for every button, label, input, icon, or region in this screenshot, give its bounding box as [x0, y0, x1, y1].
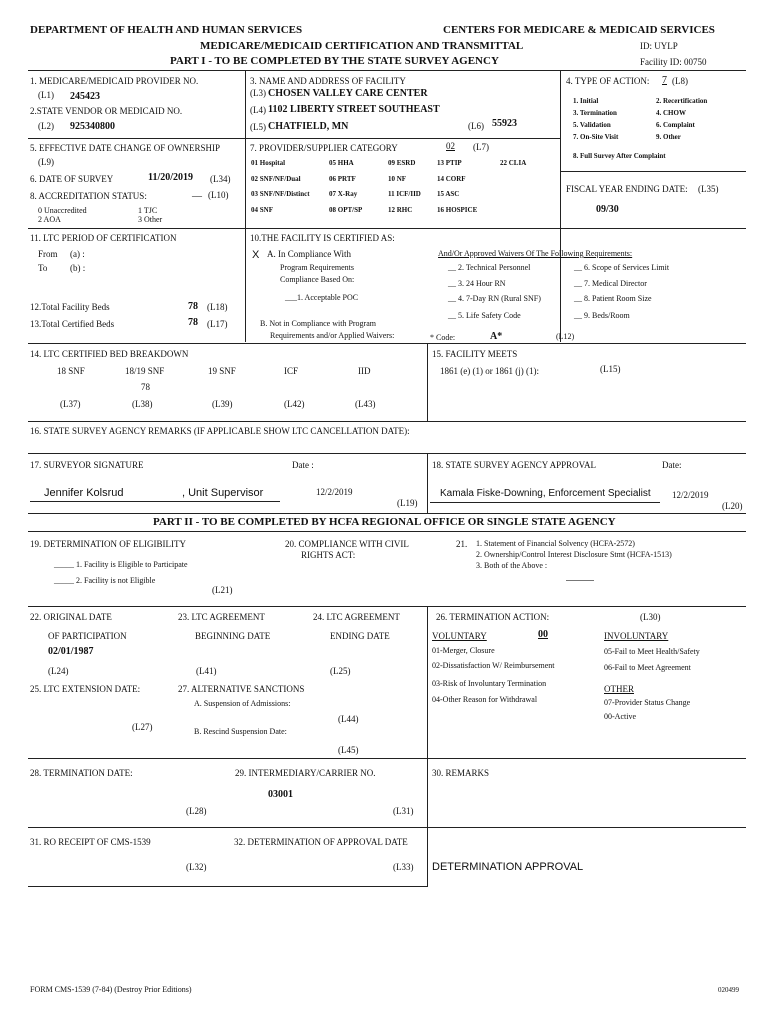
total-certified-beds-value: 78 [188, 317, 198, 328]
item21-option: 1. Statement of Financial Solvency (HCFA-2572) [476, 539, 635, 548]
approval-date-label: 32. DETERMINATION OF APPROVAL DATE [234, 837, 408, 847]
ltc-period-to: To [38, 263, 48, 273]
ltc-period-label: 11. LTC PERIOD OF CERTIFICATION [30, 233, 177, 243]
total-certified-beds-code: (L17) [207, 319, 228, 329]
voluntary-reason: 01-Merger, Closure [432, 646, 495, 655]
category-item: 08 OPT/SP [329, 206, 363, 214]
waiver-item: __ 5. Life Safety Code [448, 311, 521, 320]
form-id: ID: UYLP [640, 41, 678, 51]
involuntary-reason: 05-Fail to Meet Health/Safety [604, 647, 700, 656]
type-of-action-label: 4. TYPE OF ACTION: [566, 76, 650, 86]
item21-option: 2. Ownership/Control Interest Disclosure Stmt (HCFA-1513) [476, 550, 672, 559]
sanction-l44: (L44) [338, 714, 359, 724]
provider-category-value: 02 [446, 141, 455, 151]
ltc-end-code: (L25) [330, 666, 351, 676]
agency-approval-date: 12/2/2019 [672, 490, 709, 500]
action-option: 6. Complaint [656, 121, 695, 129]
other-reason: 07-Provider Status Change [604, 698, 691, 707]
voluntary-value: 00 [538, 629, 548, 640]
action-option: 5. Validation [573, 121, 611, 129]
l4-code: (L4) [250, 105, 266, 115]
agency-heading: CENTERS FOR MEDICARE & MEDICAID SERVICES [443, 24, 715, 36]
involuntary-heading: INVOLUNTARY [604, 631, 669, 641]
ownership-change-label: 5. EFFECTIVE DATE CHANGE OF OWNERSHIP [30, 143, 221, 153]
provider-category-label: 7. PROVIDER/SUPPLIER CATEGORY [250, 143, 398, 153]
total-certified-beds-label: 13.Total Certified Beds [30, 319, 115, 329]
facility-zip: 55923 [492, 118, 517, 129]
facility-meets-text: 1861 (e) (1) or 1861 (j) (1): [440, 366, 539, 376]
bed-col-header: 18 SNF [57, 366, 85, 376]
waiver-item: __ 7. Medical Director [574, 279, 647, 288]
category-item: 01 Hospital [251, 159, 286, 167]
provider-no-code: (L1) [38, 90, 54, 100]
determination-approval: DETERMINATION APPROVAL [432, 861, 584, 873]
termination-action-label: 26. TERMINATION ACTION: [436, 612, 550, 622]
bed-col-header: ICF [284, 366, 299, 376]
other-heading: OTHER [604, 684, 634, 694]
provider-no-value: 245423 [70, 91, 100, 102]
waiver-item: __ 9. Beds/Room [574, 311, 630, 320]
accreditation-blank: __ [192, 187, 202, 198]
ro-receipt-label: 31. RO RECEIPT OF CMS-1539 [30, 837, 151, 847]
category-item: 14 CORF [437, 175, 466, 183]
fiscal-year-label: FISCAL YEAR ENDING DATE: [566, 184, 688, 194]
agency-approval-label: 18. STATE SURVEY AGENCY APPROVAL [432, 460, 596, 470]
survey-date-label: 6. DATE OF SURVEY [30, 174, 114, 184]
bed-col-code: (L37) [60, 399, 81, 409]
bed-col-code: (L38) [132, 399, 153, 409]
surveyor-title: , Unit Supervisor [182, 487, 264, 499]
part1-heading: PART I - TO BE COMPLETED BY THE STATE SURVEY AGENCY [170, 55, 499, 67]
bed-col-code: (L43) [355, 399, 376, 409]
agency-approval-date-label: Date: [662, 460, 682, 470]
category-item: 11 ICF/IID [388, 190, 421, 198]
action-option: 8. Full Survey After Complaint [573, 152, 666, 160]
ownership-change-code: (L9) [38, 157, 54, 167]
fiscal-year-value: 09/30 [596, 204, 619, 215]
facility-name-label: 3. NAME AND ADDRESS OF FACILITY [250, 76, 406, 86]
original-date-value: 02/01/1987 [48, 646, 94, 657]
item21-option: 3. Both of the Above : [476, 561, 548, 570]
survey-date-code: (L34) [210, 174, 231, 184]
eligibility-option: _____ 2. Facility is not Eligible [54, 576, 156, 585]
category-item: 13 PTIP [437, 159, 462, 167]
original-date-label: 22. ORIGINAL DATE [30, 612, 112, 622]
part2-heading: PART II - TO BE COMPLETED BY HCFA REGIONAL OFFICE OR SINGLE STATE AGENCY [153, 516, 616, 528]
not-in-compliance: B. Not in Compliance with Program [260, 319, 376, 328]
acceptable-poc: ___1. Acceptable POC [285, 293, 359, 302]
category-item: 09 ESRD [388, 159, 416, 167]
ltc-end-label: 24. LTC AGREEMENT [313, 612, 400, 622]
agency-approval-code: (L20) [722, 501, 743, 511]
code-value: A* [490, 331, 503, 342]
type-of-action-value: 7 [662, 75, 667, 86]
category-item: 03 SNF/NF/Distinct [251, 190, 310, 198]
bed-breakdown-label: 14. LTC CERTIFIED BED BREAKDOWN [30, 349, 189, 359]
category-item: 07 X-Ray [329, 190, 358, 198]
ltc-period-a: (a) : [70, 249, 85, 259]
voluntary-reason: 02-Dissatisfaction W/ Reimbursement [432, 661, 555, 670]
voluntary-reason: 03-Risk of Involuntary Termination [432, 679, 547, 688]
total-facility-beds-value: 78 [188, 301, 198, 312]
state-vendor-code: (L2) [38, 121, 54, 131]
facility-id: Facility ID: 00750 [640, 57, 707, 67]
compliance-req2: Compliance Based On: [280, 275, 355, 284]
facility-meets-label: 15. FACILITY MEETS [432, 349, 518, 359]
ltc-extension-code: (L27) [132, 722, 153, 732]
accreditation-option: 1 TJC [138, 206, 158, 215]
item21-label: 21. [456, 539, 468, 549]
termination-date-code: (L28) [186, 806, 207, 816]
category-item: 22 CLIA [500, 159, 527, 167]
approval-date-code: (L33) [393, 862, 414, 872]
ltc-end-sub: ENDING DATE [330, 631, 390, 641]
surveyor-code: (L19) [397, 498, 418, 508]
facility-name: CHOSEN VALLEY CARE CENTER [268, 88, 428, 99]
accreditation-option: 0 Unaccredited [38, 206, 87, 215]
voluntary-reason: 04-Other Reason for Withdrawal [432, 695, 538, 704]
involuntary-reason: 06-Fail to Meet Agreement [604, 663, 691, 672]
provider-no-label: 1. MEDICARE/MEDICAID PROVIDER NO. [30, 76, 199, 86]
survey-date-value: 11/20/2019 [148, 172, 194, 183]
accreditation-code: (L10) [208, 190, 229, 200]
bed-col-header: 19 SNF [208, 366, 236, 376]
action-option: 7. On-Site Visit [573, 133, 619, 141]
voluntary-heading: VOLUNTARY [432, 631, 487, 641]
eligibility-code: (L21) [212, 585, 233, 595]
fiscal-year-code: (L35) [698, 184, 719, 194]
intermediary-label: 29. INTERMEDIARY/CARRIER NO. [235, 768, 376, 778]
action-option: 3. Termination [573, 109, 617, 117]
surveyor-date: 12/2/2019 [316, 487, 353, 497]
l6-code: (L6) [468, 121, 484, 131]
waiver-item: __ 8. Patient Room Size [574, 294, 652, 303]
category-item: 06 PRTF [329, 175, 356, 183]
category-item: 10 NF [388, 175, 407, 183]
bed-1819-value: 78 [141, 382, 150, 392]
compliance-a: A. In Compliance With [267, 249, 351, 259]
termination-date-label: 28. TERMINATION DATE: [30, 768, 133, 778]
intermediary-code: (L31) [393, 806, 414, 816]
state-vendor-label: 2.STATE VENDOR OR MEDICAID NO. [30, 106, 183, 116]
waiver-item: __ 3. 24 Hour RN [448, 279, 506, 288]
remarks-label: 30. REMARKS [432, 768, 490, 778]
l5-code: (L5) [250, 122, 266, 132]
total-facility-beds-label: 12.Total Facility Beds [30, 302, 110, 312]
category-item: 05 HHA [329, 159, 354, 167]
waiver-item: __ 2. Technical Personnel [448, 263, 531, 272]
form-number: FORM CMS-1539 (7-84) (Destroy Prior Editions) [30, 985, 192, 994]
category-item: 12 RHC [388, 206, 413, 214]
original-date-code: (L24) [48, 666, 69, 676]
form-code: 020499 [718, 986, 739, 994]
civil-rights-label-2: RIGHTS ACT: [301, 550, 356, 560]
action-option: 1. Initial [573, 97, 599, 105]
type-of-action-code: (L8) [672, 76, 688, 86]
accreditation-option: 2 AOA [38, 215, 61, 224]
category-item: 02 SNF/NF/Dual [251, 175, 301, 183]
ltc-begin-label: 23. LTC AGREEMENT [178, 612, 265, 622]
facility-city: CHATFIELD, MN [268, 121, 349, 132]
waiver-item: __ 4. 7-Day RN (Rural SNF) [448, 294, 541, 303]
compliance-check-mark: X [252, 249, 260, 261]
ltc-begin-sub: BEGINNING DATE [195, 631, 271, 641]
eligibility-option: _____ 1. Facility is Eligible to Participate [54, 560, 188, 569]
sanction-l45: (L45) [338, 745, 359, 755]
surveyor-name: Jennifer Kolsrud [44, 487, 124, 499]
sanctions-label: 27. ALTERNATIVE SANCTIONS [178, 684, 305, 694]
state-vendor-value: 925340800 [70, 121, 115, 132]
not-in-compliance-2: Requirements and/or Applied Waivers: [270, 331, 395, 340]
other-reason: 00-Active [604, 712, 636, 721]
waiver-item: __ 6. Scope of Services Limit [574, 263, 670, 272]
facility-street: 1102 LIBERTY STREET SOUTHEAST [268, 104, 440, 115]
department-heading: DEPARTMENT OF HEALTH AND HUMAN SERVICES [30, 24, 303, 36]
ltc-extension-label: 25. LTC EXTENSION DATE: [30, 684, 141, 694]
facility-meets-code: (L15) [600, 364, 621, 374]
eligibility-label: 19. DETERMINATION OF ELIGIBILITY [30, 539, 186, 549]
action-option: 9. Other [656, 133, 681, 141]
bed-col-header: 18/19 SNF [125, 366, 165, 376]
accreditation-option: 3 Other [138, 215, 163, 224]
termination-action-code: (L30) [640, 612, 661, 622]
survey-remarks-label: 16. STATE SURVEY AGENCY REMARKS (IF APPLICABLE SHOW LTC CANCELLATION DATE): [30, 426, 410, 436]
category-item: 04 SNF [251, 206, 273, 214]
bed-col-code: (L42) [284, 399, 305, 409]
compliance-req1: Program Requirements [280, 263, 354, 272]
certified-as-label: 10.THE FACILITY IS CERTIFIED AS: [250, 233, 395, 243]
category-item: 15 ASC [437, 190, 460, 198]
bed-col-header: IID [358, 366, 371, 376]
civil-rights-label: 20. COMPLIANCE WITH CIVIL [285, 539, 409, 549]
code-l12: (L12) [556, 332, 575, 341]
l3-code: (L3) [250, 88, 266, 98]
code-label: * Code: [430, 333, 456, 342]
action-option: 2. Recertification [656, 97, 708, 105]
provider-category-code: (L7) [473, 142, 489, 152]
original-date-sub: OF PARTICIPATION [48, 631, 127, 641]
ltc-period-b: (b) : [70, 263, 86, 273]
intermediary-value: 03001 [268, 789, 293, 800]
total-facility-beds-code: (L18) [207, 302, 228, 312]
form-title: MEDICARE/MEDICAID CERTIFICATION AND TRANSMITTAL [200, 40, 524, 52]
agency-approver-name: Kamala Fiske-Downing, Enforcement Specialist [440, 488, 651, 499]
ltc-begin-code: (L41) [196, 666, 217, 676]
category-item: 16 HOSPICE [437, 206, 478, 214]
bed-col-code: (L39) [212, 399, 233, 409]
ro-receipt-code: (L32) [186, 862, 207, 872]
action-option: 4. CHOW [656, 109, 686, 117]
accreditation-label: 8. ACCREDITATION STATUS: [30, 191, 147, 201]
surveyor-date-label: Date : [292, 460, 314, 470]
sanction-suspension: A. Suspension of Admissions: [194, 699, 291, 708]
waivers-heading: And/Or Approved Waivers Of The Following Requirements: [438, 249, 633, 258]
surveyor-signature-label: 17. SURVEYOR SIGNATURE [30, 460, 144, 470]
sanction-rescind: B. Rescind Suspension Date: [194, 727, 287, 736]
ltc-period-from: From [38, 249, 58, 259]
